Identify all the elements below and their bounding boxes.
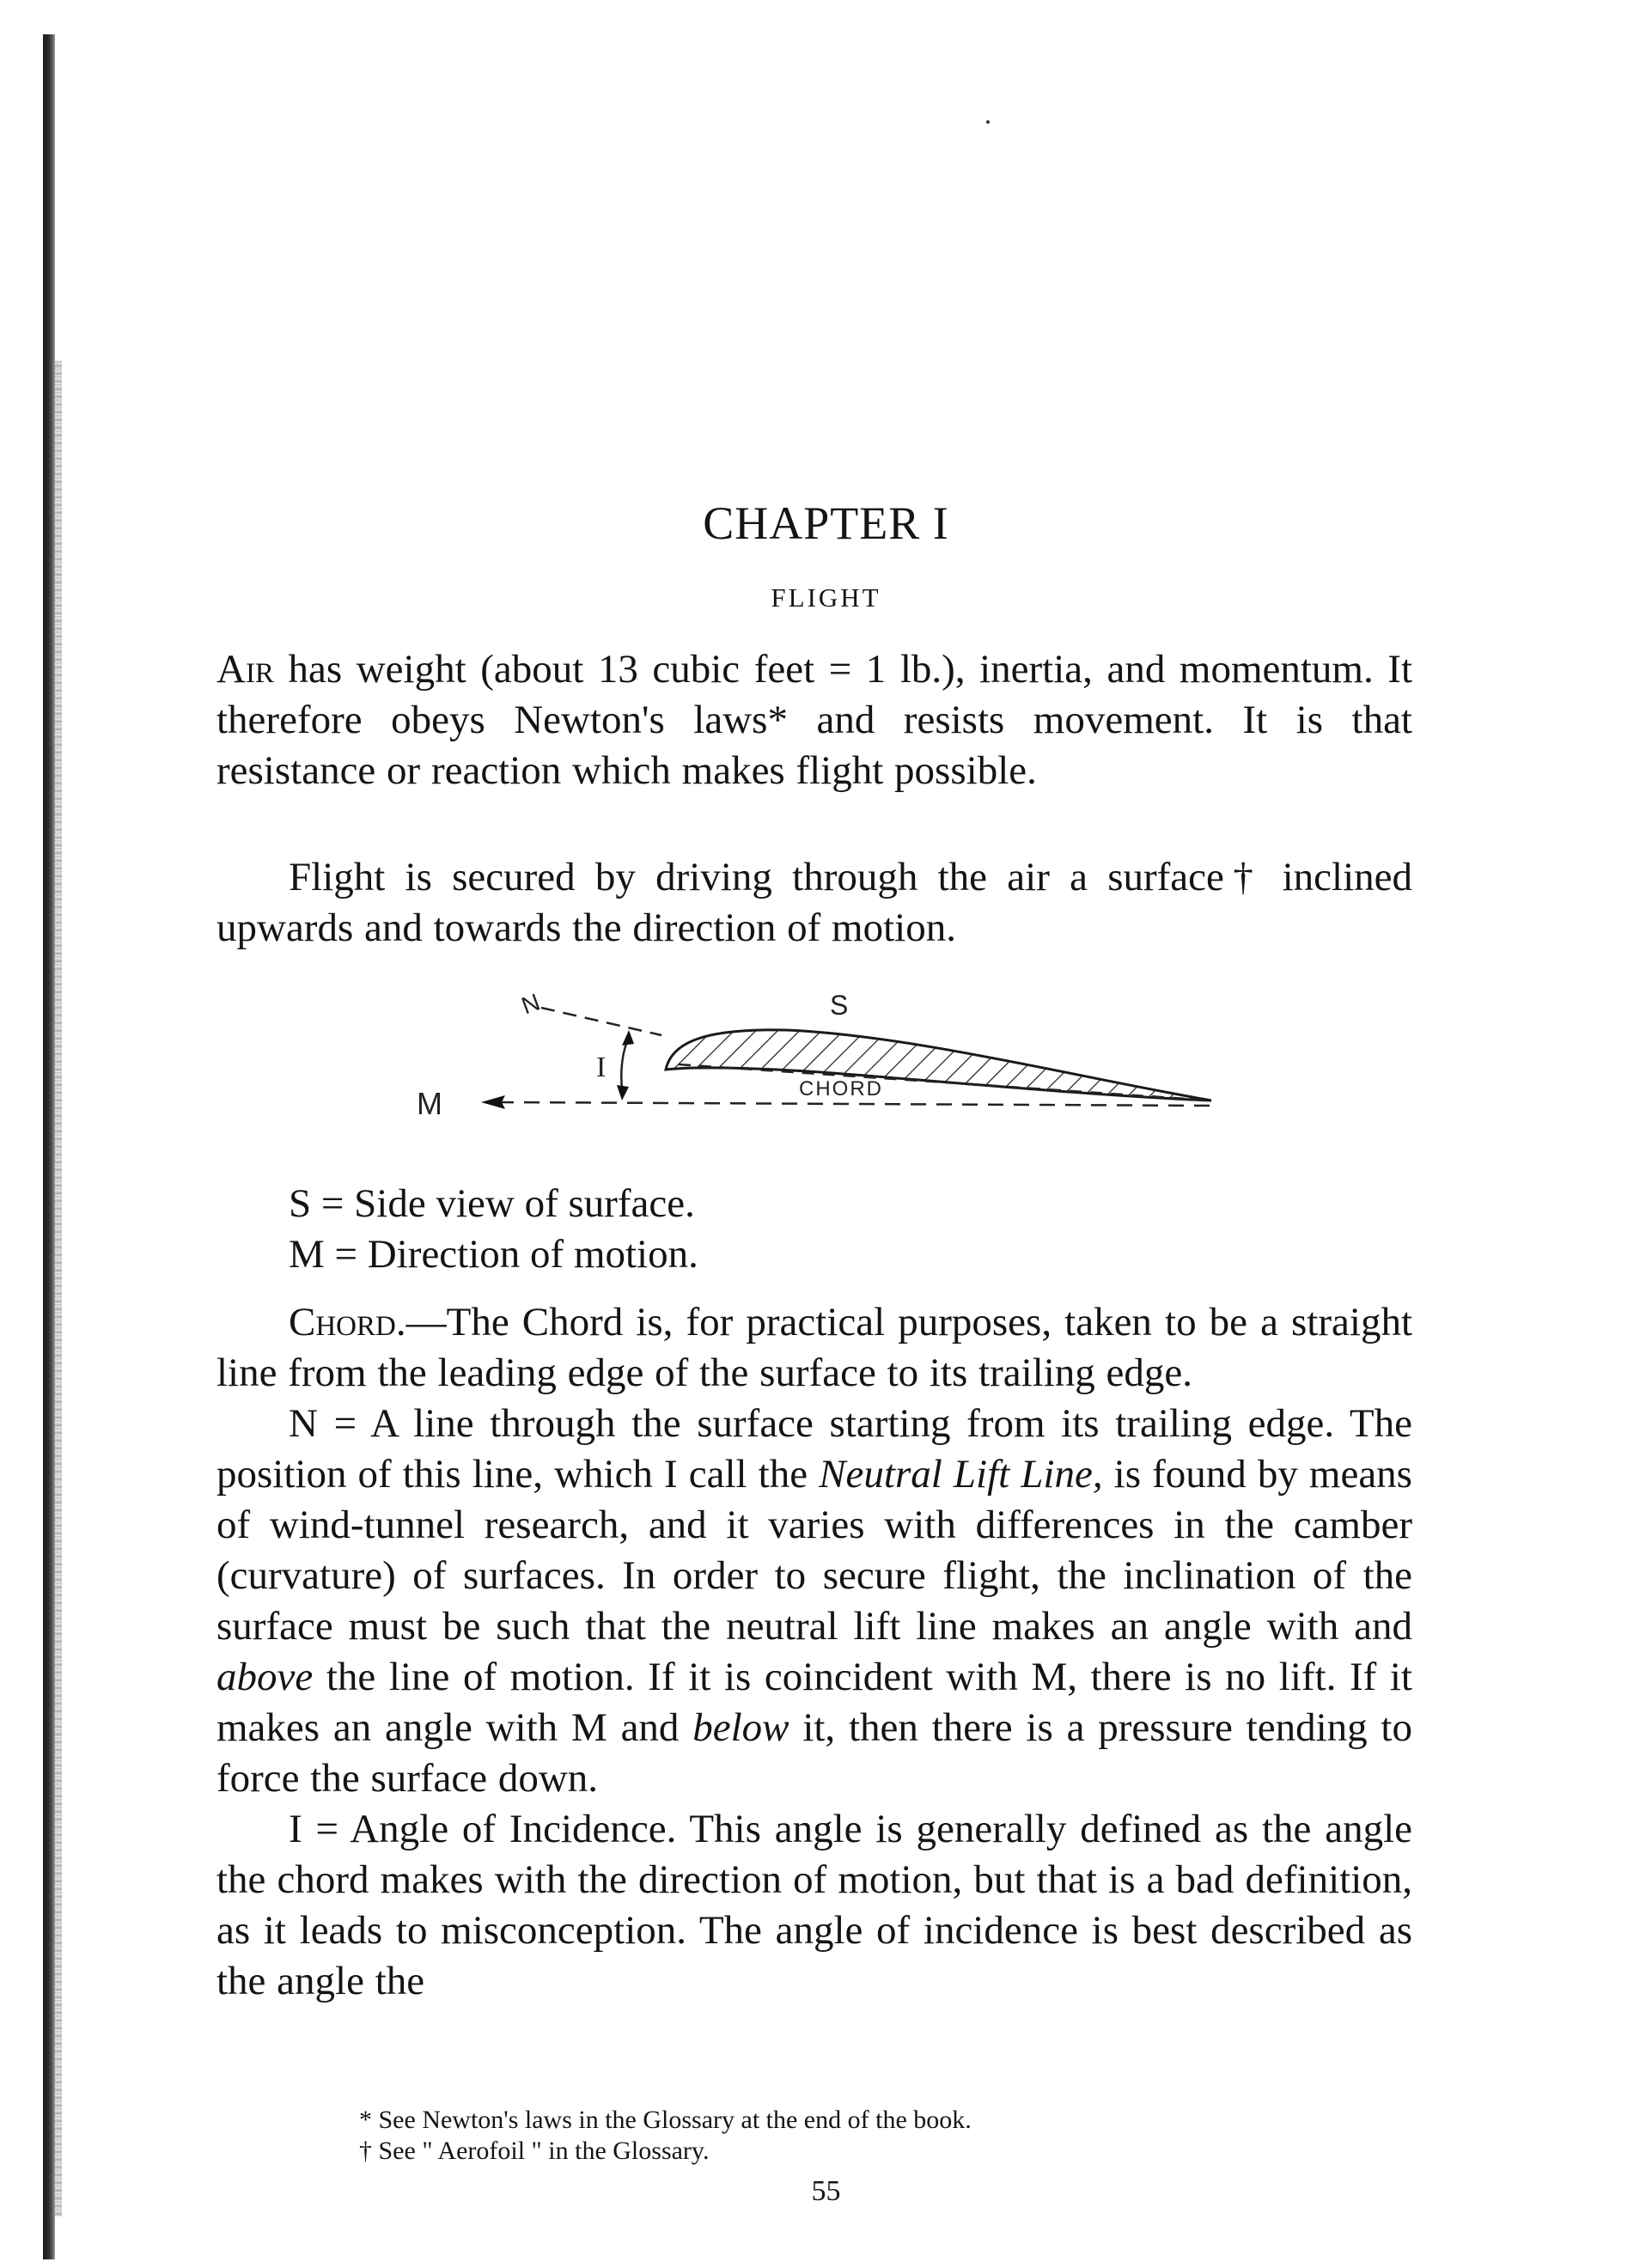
paragraph-air	[216, 644, 1412, 796]
incidence-arrow-down	[617, 1085, 629, 1101]
footnotes	[359, 2105, 972, 2167]
label-n: N	[517, 988, 544, 1020]
speck	[986, 120, 990, 124]
neutral-em-3: below	[692, 1705, 789, 1750]
paragraph-chord-group	[216, 1297, 1412, 2007]
paragraph-chord	[216, 1297, 1412, 1399]
paragraph-neutral	[216, 1399, 1412, 1804]
chord-text: —The Chord is, for practical purposes, taken to be a straight line from the leading edge of the surface to its trailing edge.	[216, 1300, 1412, 1395]
footnote-star: * See Newton's laws in the Glossary at the end of the book.	[359, 2106, 972, 2134]
aerofoil-diagram	[395, 975, 1220, 1138]
chord-lead-word: Chord.	[289, 1300, 406, 1344]
paragraph-incidence: I = Angle of Incidence. This angle is generally defined as the angle the chord makes with the direction of motion, but that is a bad definition, as it leads to misconception. The angle of incidence is best described as the angle the	[216, 1807, 1412, 2003]
page-edge-texture	[55, 361, 62, 2216]
neutral-em-1: Neutral Lift Line,	[819, 1452, 1103, 1497]
neutral-text-3: the line of motion. If it is coincident with M, there is no lift. If it makes an angle with M and	[216, 1655, 1412, 1750]
book-binding-edge	[43, 34, 55, 2259]
paragraph-flight	[216, 852, 1412, 954]
label-i: I	[596, 1052, 607, 1083]
motion-arrowhead	[481, 1095, 505, 1109]
label-chord: CHORD	[799, 1077, 883, 1101]
neutral-lift-line	[541, 1008, 661, 1035]
label-m: M	[417, 1086, 442, 1121]
neutral-text-1: N = A line through the surface starting from its trailing edge. The position of this line, which I call the	[216, 1401, 1412, 1497]
chapter-title: CHAPTER I	[703, 497, 949, 549]
legend-s: S = Side view of surface.	[289, 1181, 695, 1226]
diagram-legend	[289, 1179, 698, 1280]
air-text: has weight (about 13 cubic feet = 1 lb.), inertia, and momentum. It therefore obeys Newton's laws* and resists movement. It is that resistance or reaction which makes flight possible.	[216, 647, 1412, 793]
legend-m: M = Direction of motion.	[289, 1232, 698, 1277]
incidence-arrow-up	[622, 1030, 634, 1046]
flight-text: Flight is secured by driving through the air a surface† inclined upwards and towards the direction of motion.	[216, 855, 1412, 950]
page-number: 55	[811, 2175, 841, 2207]
neutral-text-2: is found by means of wind-tunnel research, and it varies with differences in the camber (curvature) of surfaces. In order to secure flight, the inclination of the surface must be such that the neutral lift line makes an angle with and	[216, 1452, 1412, 1649]
label-s: S	[830, 990, 849, 1021]
aerofoil-surface	[666, 1030, 1211, 1101]
air-lead-word: Air	[216, 647, 274, 692]
neutral-text-4: it, then there is a pressure tending to force the surface down.	[216, 1705, 1412, 1801]
footnote-dagger: † See " Aerofoil " in the Glossary.	[359, 2137, 710, 2165]
neutral-em-2: above	[216, 1655, 314, 1699]
section-title: FLIGHT	[771, 582, 881, 613]
motion-line	[498, 1102, 1211, 1106]
